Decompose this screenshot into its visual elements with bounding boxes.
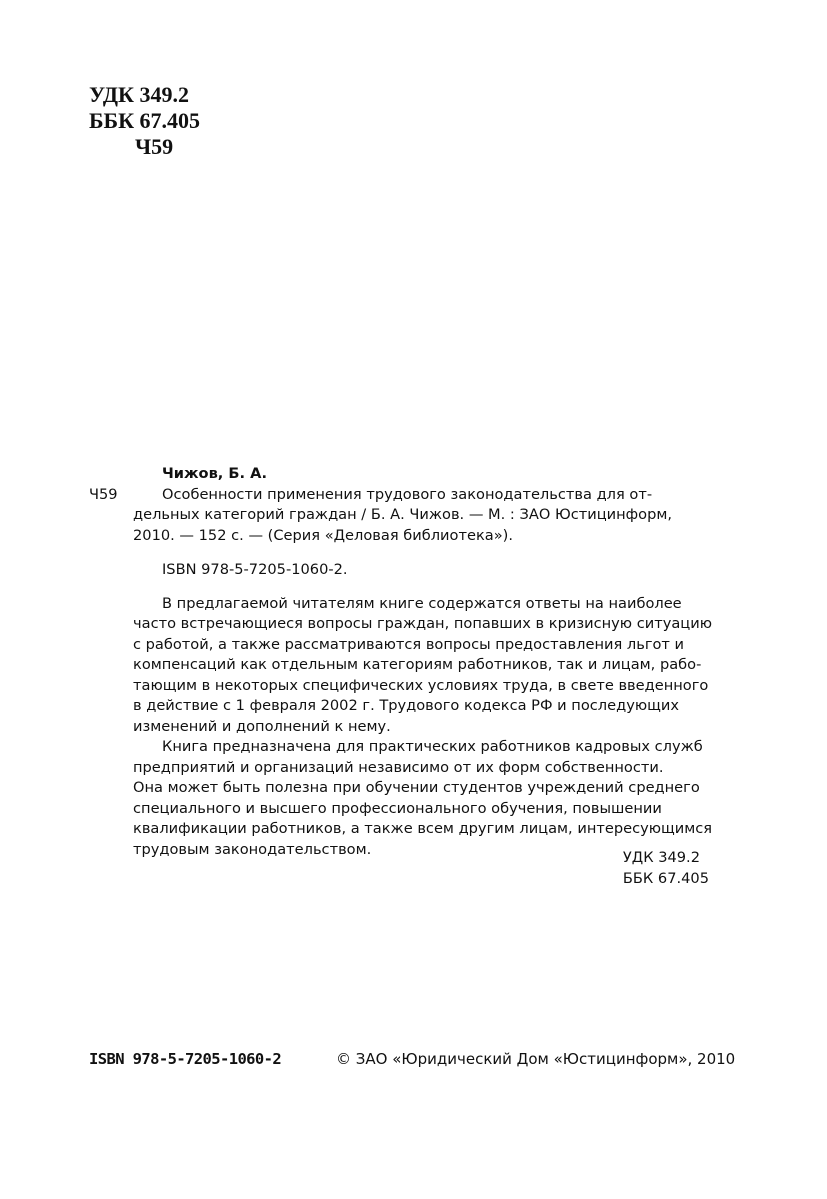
catalog-card <box>89 464 713 860</box>
card-author: Чижов, Б. А. <box>162 465 268 482</box>
card-isbn: ISBN 978-5-7205-1060-2. <box>162 561 348 578</box>
card-udk-code: УДК 349.2 <box>622 849 700 866</box>
abstract-line: тающим в некоторых специфических условиях труда, в свете введенного <box>133 676 709 694</box>
abstract-line: в действие с 1 февраля 2002 г. Трудового кодекса РФ и последующих <box>133 697 679 714</box>
card-description <box>89 485 713 547</box>
abstract-line: изменений и дополнений к нему. <box>133 717 391 735</box>
card-bbk-code: ББК 67.405 <box>622 869 709 887</box>
abstract-line: часто встречающиеся вопросы граждан, попавших в кризисную ситуацию <box>133 615 712 632</box>
card-author-sign: Ч59 <box>89 485 118 503</box>
description-line: 2010. — 152 с. — (Серия «Деловая библиотека»). <box>133 526 513 544</box>
abstract-line: с работой, а также рассматриваются вопросы предоставления льгот и <box>133 635 685 653</box>
abstract-line: компенсаций как отдельным категориям работников, так и лицам, рабо- <box>133 656 702 673</box>
footer-isbn: ISBN 978-5-7205-1060-2 <box>89 1050 282 1068</box>
description-line: дельных категорий граждан / Б. А. Чижов. — М. : ЗАО Юстицинформ, <box>133 506 672 523</box>
abstract-line: Она может быть полезна при обучении студентов учреждений среднего <box>133 779 700 796</box>
abstract-line: В предлагаемой читателям книге содержатся ответы на наиболее <box>162 594 682 612</box>
udk-code: УДК 349.2 <box>89 82 190 107</box>
abstract-line: трудовым законодательством. <box>133 840 372 858</box>
abstract-line: предприятий и организаций независимо от их форм собственности. <box>133 758 664 776</box>
bbk-code: ББК 67.405 <box>89 108 201 133</box>
abstract-line: квалификации работников, а также всем другим лицам, интересующимся <box>133 820 713 837</box>
header-classification <box>89 82 200 160</box>
card-classification <box>623 848 709 889</box>
card-abstract <box>89 594 713 861</box>
footer-copyright: © ЗАО «Юридический Дом «Юстицинформ», 2010 <box>336 1050 736 1068</box>
author-sign: Ч59 <box>135 134 174 159</box>
abstract-line: специального и высшего профессионального обучения, повышении <box>133 799 662 817</box>
description-line: Особенности применения трудового законодательства для от- <box>162 485 653 503</box>
abstract-line: Книга предназначена для практических работников кадровых служб <box>162 738 703 755</box>
